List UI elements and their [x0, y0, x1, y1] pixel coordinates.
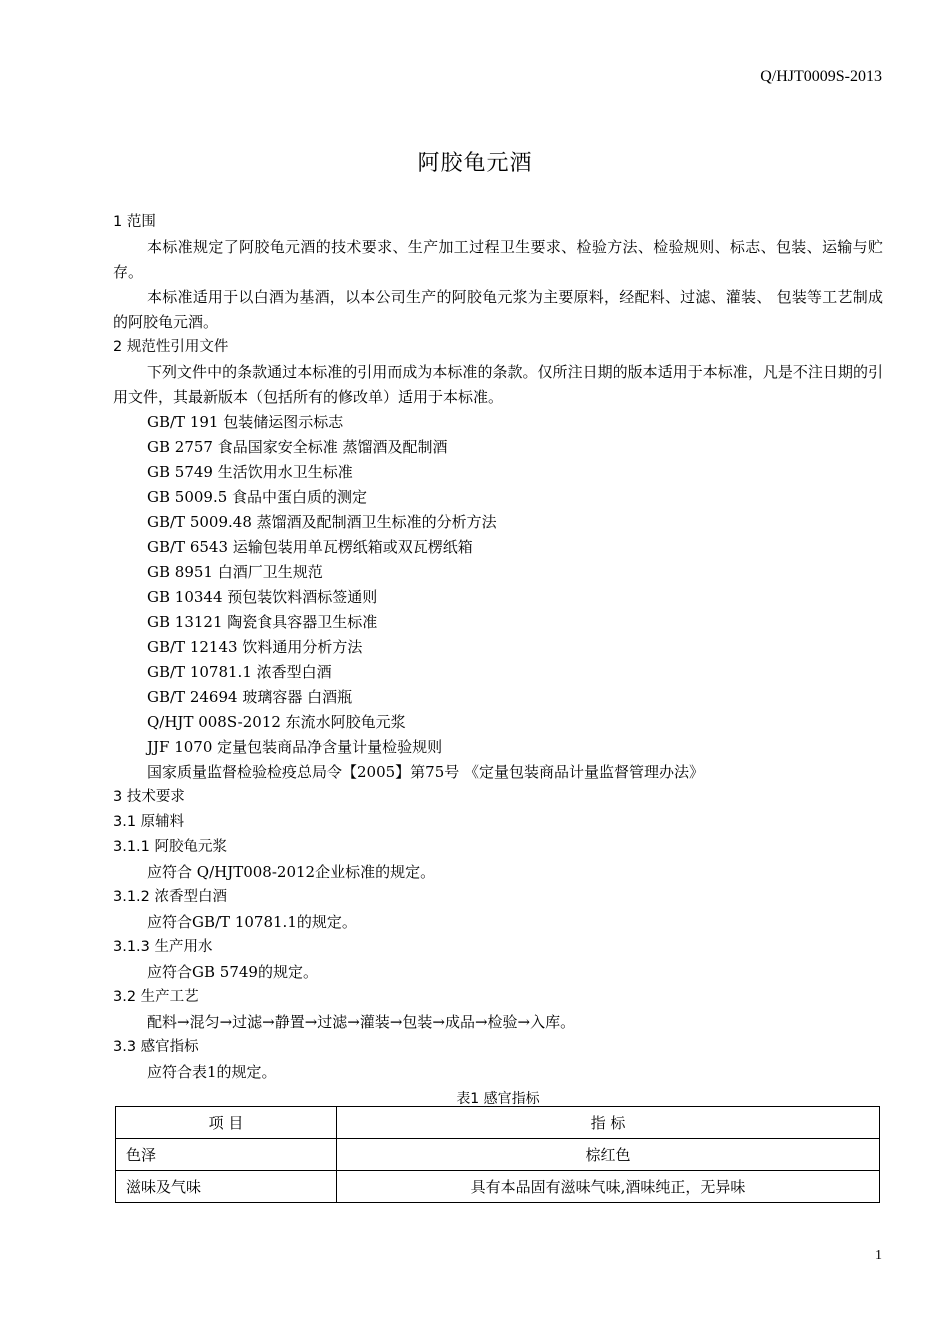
table-header-cell: 指 标	[337, 1107, 880, 1139]
scope-paragraph-2: 本标准适用于以白酒为基酒，以本公司生产的阿胶龟元浆为主要原料，经配料、过滤、灌装、 包装等工艺制成的阿胶龟元酒。	[113, 288, 883, 331]
table-cell: 棕红色	[337, 1139, 880, 1171]
section-heading-references: 2 规范性引用文件	[113, 339, 229, 355]
subsection-text-3-1-3: 应符合GB 5749的规定。	[147, 963, 318, 981]
reference-item: GB 10344 预包装饮料酒标签通则	[147, 588, 378, 606]
table-header-row	[116, 1107, 880, 1139]
reference-list	[113, 410, 883, 785]
sensory-text: 应符合表1的规定。	[147, 1063, 277, 1081]
reference-item: GB 5009.5 食品中蛋白质的测定	[147, 488, 368, 506]
reference-item: GB 13121 陶瓷食具容器卫生标准	[147, 613, 378, 631]
table-cell: 具有本品固有滋味气味,酒味纯正，无异味	[337, 1171, 880, 1203]
table-row	[116, 1139, 880, 1171]
table-cell: 滋味及气味	[116, 1171, 337, 1203]
reference-item: GB/T 5009.48 蒸馏酒及配制酒卫生标准的分析方法	[147, 513, 497, 531]
document-body	[113, 210, 883, 1112]
section-heading-scope: 1 范围	[113, 214, 156, 230]
reference-item: GB 2757 食品国家安全标准 蒸馏酒及配制酒	[147, 438, 448, 456]
subsection-heading-raw-materials: 3.1 原辅料	[113, 814, 185, 830]
sensory-table	[115, 1106, 880, 1203]
reference-item: JJF 1070 定量包装商品净含量计量检验规则	[147, 738, 443, 756]
subsection-heading-3-1-2: 3.1.2 浓香型白酒	[113, 889, 228, 905]
table-header-cell: 项 目	[116, 1107, 337, 1139]
page-title: 阿胶龟元酒	[417, 151, 533, 176]
references-intro: 下列文件中的条款通过本标准的引用而成为本标准的条款。仅所注日期的版本适用于本标准，凡是不注日期的引用文件，其最新版本（包括所有的修改单）适用于本标准。	[113, 363, 883, 406]
subsection-text-3-1-2: 应符合GB/T 10781.1的规定。	[147, 913, 357, 931]
subsection-heading-3-1-1: 3.1.1 阿胶龟元浆	[113, 839, 228, 855]
reference-item: GB/T 24694 玻璃容器 白酒瓶	[147, 688, 353, 706]
reference-item: Q/HJT 008S-2012 东流水阿胶龟元浆	[147, 713, 406, 731]
section-heading-technical-requirements: 3 技术要求	[113, 789, 185, 805]
reference-item: GB/T 12143 饮料通用分析方法	[147, 638, 363, 656]
reference-item: GB 8951 白酒厂卫生规范	[147, 563, 323, 581]
standard-code: Q/HJT0009S-2013	[760, 68, 882, 85]
subsection-heading-sensory: 3.3 感官指标	[113, 1039, 199, 1055]
page-number: 1	[875, 1248, 882, 1263]
subsection-heading-3-1-3: 3.1.3 生产用水	[113, 939, 213, 955]
reference-item: GB/T 10781.1 浓香型白酒	[147, 663, 332, 681]
reference-item: 国家质量监督检验检疫总局令【2005】第75号 《定量包装商品计量监督管理办法》	[147, 763, 705, 781]
reference-item: GB/T 6543 运输包装用单瓦楞纸箱或双瓦楞纸箱	[147, 538, 473, 556]
table-cell: 色泽	[116, 1139, 337, 1171]
reference-item: GB/T 191 包装储运图示标志	[147, 413, 344, 431]
table-row	[116, 1171, 880, 1203]
process-flow-text: 配料→混匀→过滤→静置→过滤→灌装→包装→成品→检验→入库。	[147, 1013, 576, 1031]
table-caption: 表1 感官指标	[456, 1091, 540, 1107]
subsection-heading-process: 3.2 生产工艺	[113, 989, 199, 1005]
reference-item: GB 5749 生活饮用水卫生标准	[147, 463, 353, 481]
subsection-text-3-1-1: 应符合 Q/HJT008-2012企业标准的规定。	[147, 863, 436, 881]
scope-paragraph-1: 本标准规定了阿胶龟元酒的技术要求、生产加工过程卫生要求、检验方法、检验规则、标志、包装、运输与贮存。	[113, 238, 883, 281]
